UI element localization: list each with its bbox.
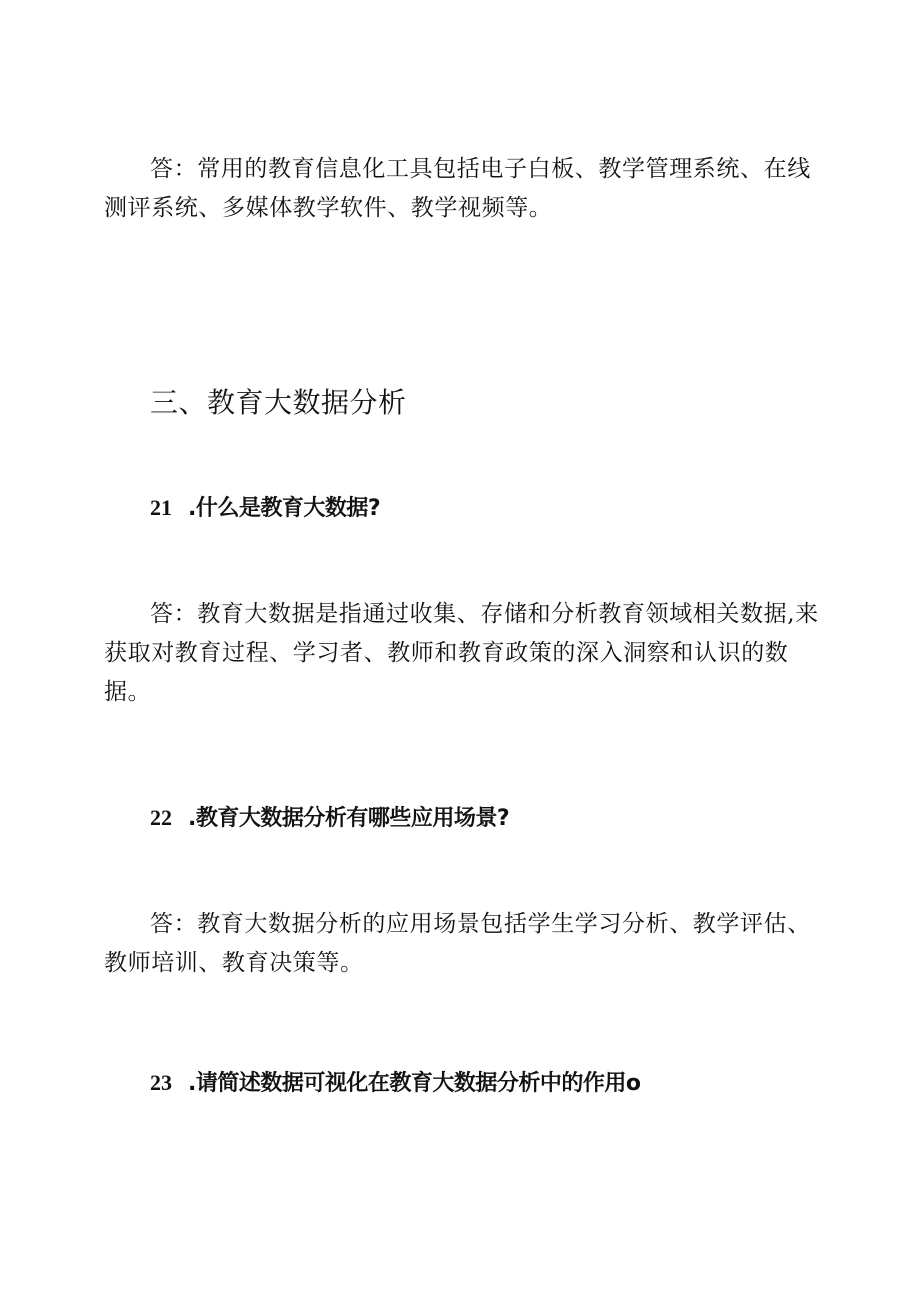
answer-20-line-2: 测评系统、多媒体教学软件、教学视频等。 — [104, 195, 553, 221]
answer-22-line-1: 答：教育大数据分析的应用场景包括学生学习分析、教学评估、 — [150, 911, 811, 937]
answer-21-paragraph — [104, 595, 824, 712]
question-22 — [150, 801, 509, 836]
question-21-text: .什么是教育大数据? — [188, 496, 381, 521]
answer-21-line-2: 获取对教育过程、学习者、教师和教育政策的深入洞察和认识的数 — [104, 640, 789, 666]
answer-20-line-1: 答：常用的教育信息化工具包括电子白板、教学管理系统、在线 — [150, 156, 811, 182]
question-21-number: 21 — [150, 495, 172, 520]
answer-21-line-3: 据。 — [104, 679, 152, 705]
question-23 — [150, 1066, 640, 1101]
answer-22-paragraph — [104, 905, 824, 983]
question-23-text: .请简述数据可视化在教育大数据分析中的作用o — [188, 1071, 641, 1096]
answer-22-line-2: 教师培训、教育决策等。 — [104, 950, 364, 976]
answer-21-line-1: 答：教育大数据是指通过收集、存储和分析教育领域相关数据,来 — [150, 601, 819, 627]
question-23-number: 23 — [150, 1070, 172, 1095]
question-21 — [150, 491, 380, 526]
question-22-number: 22 — [150, 805, 172, 830]
question-22-text: .教育大数据分析有哪些应用场景? — [188, 806, 510, 831]
answer-20-paragraph — [104, 150, 824, 228]
section-3-heading: 三、教育大数据分析 — [150, 386, 407, 419]
